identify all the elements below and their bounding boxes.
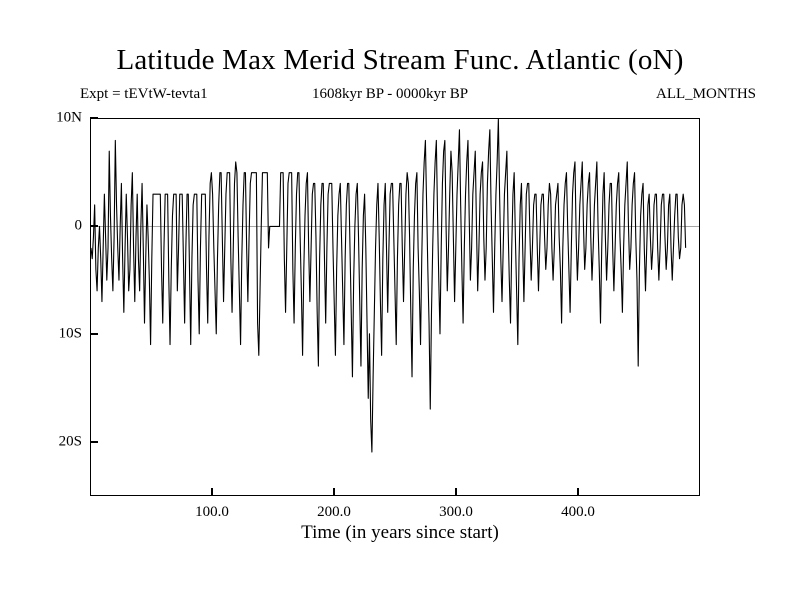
x-tick-label: 300.0 (439, 504, 473, 520)
months-label: ALL_MONTHS (656, 86, 756, 102)
page-title: Latitude Max Merid Stream Func. Atlantic (oN) (116, 44, 684, 76)
y-tick-label: 10N (56, 109, 82, 126)
y-tick-mark (90, 117, 98, 119)
series-plot (91, 119, 699, 495)
x-axis-title: Time (in years since start) (301, 522, 499, 543)
y-tick-mark (90, 441, 98, 443)
y-tick-mark (90, 225, 98, 227)
x-tick-mark (577, 488, 579, 496)
experiment-label: Expt = tEVtW-tevta1 (80, 86, 208, 102)
period-label: 1608kyr BP - 0000kyr BP (312, 86, 469, 102)
subheader (80, 86, 760, 106)
x-tick-mark (211, 488, 213, 496)
x-tick-label: 200.0 (317, 504, 351, 520)
y-tick-mark (90, 333, 98, 335)
y-tick-label: 20S (58, 433, 82, 450)
x-tick-label: 100.0 (195, 504, 229, 520)
x-tick-mark (455, 488, 457, 496)
y-tick-label: 0 (74, 217, 82, 234)
plot-area (90, 118, 700, 496)
y-tick-label: 10S (58, 325, 82, 342)
x-tick-mark (333, 488, 335, 496)
x-tick-label: 400.0 (561, 504, 595, 520)
